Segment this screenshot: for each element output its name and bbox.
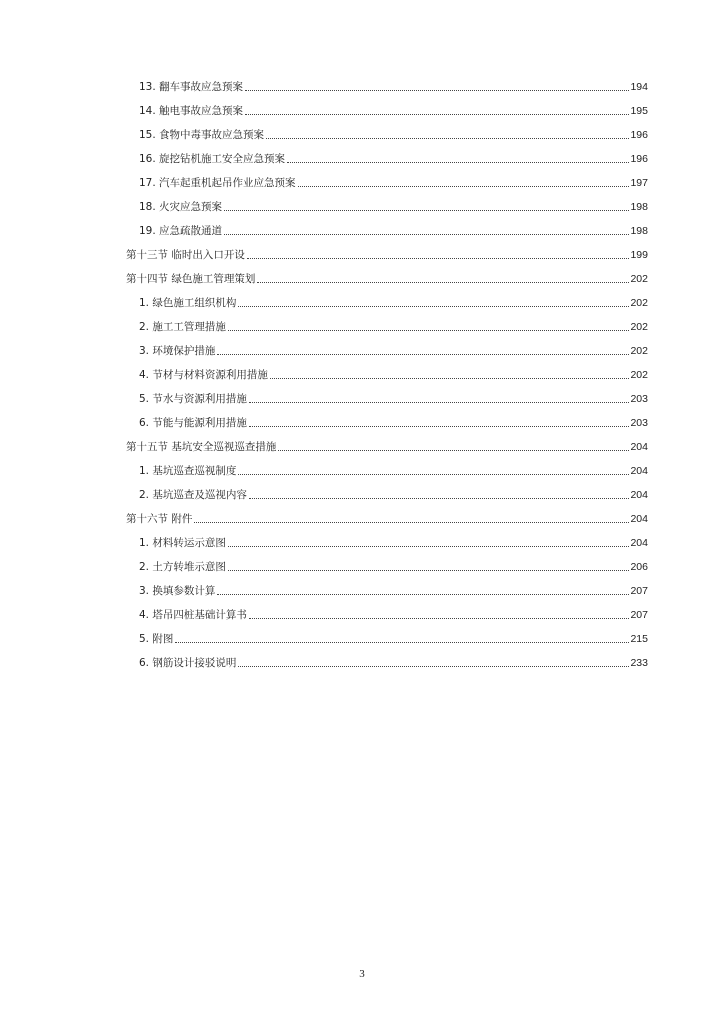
toc-subsection-entry[interactable] xyxy=(0,148,724,166)
toc-subsection-entry[interactable] xyxy=(0,100,724,118)
toc-entry-page: 197 xyxy=(630,177,648,189)
toc-entry-line xyxy=(126,436,648,454)
toc-entry-title: 第十四节 绿色施工管理策划 xyxy=(126,273,256,285)
toc-subsection-entry[interactable] xyxy=(0,484,724,502)
toc-dot-leader xyxy=(228,546,630,547)
toc-entry-page: 204 xyxy=(630,513,648,525)
toc-entry-title: 2. 施工工管理措施 xyxy=(139,321,226,333)
toc-subsection-entry[interactable] xyxy=(0,388,724,406)
toc-entry-line xyxy=(139,76,648,94)
toc-entry-title: 3. 换填参数计算 xyxy=(139,585,216,597)
toc-entry-page: 204 xyxy=(630,537,648,549)
toc-entry-line xyxy=(139,316,648,334)
toc-entry-line xyxy=(139,220,648,238)
toc-dot-leader xyxy=(249,618,630,619)
toc-subsection-entry[interactable] xyxy=(0,196,724,214)
toc-entry-page: 202 xyxy=(630,273,648,285)
toc-dot-leader xyxy=(194,522,629,523)
toc-section-entry[interactable] xyxy=(0,436,724,454)
toc-subsection-entry[interactable] xyxy=(0,580,724,598)
toc-entry-line xyxy=(139,292,648,310)
toc-entry-page: 202 xyxy=(630,369,648,381)
toc-entry-page: 195 xyxy=(630,105,648,117)
toc-entry-page: 196 xyxy=(630,153,648,165)
toc-subsection-entry[interactable] xyxy=(0,652,724,670)
toc-subsection-entry[interactable] xyxy=(0,364,724,382)
toc-dot-leader xyxy=(247,258,630,259)
toc-entry-page: 206 xyxy=(630,561,648,573)
toc-dot-leader xyxy=(217,354,629,355)
toc-entry-page: 202 xyxy=(630,297,648,309)
toc-entry-line xyxy=(139,364,648,382)
toc-entry-title: 5. 附图 xyxy=(139,633,174,645)
toc-subsection-entry[interactable] xyxy=(0,604,724,622)
toc-dot-leader xyxy=(266,138,629,139)
toc-entry-title: 6. 节能与能源利用措施 xyxy=(139,417,247,429)
toc-entry-line xyxy=(139,196,648,214)
toc-dot-leader xyxy=(228,570,630,571)
toc-entry-line xyxy=(139,652,648,670)
toc-entry-page: 207 xyxy=(630,585,648,597)
toc-entry-page: 215 xyxy=(630,633,648,645)
toc-dot-leader xyxy=(245,90,629,91)
toc-section-entry[interactable] xyxy=(0,508,724,526)
toc-entry-title: 第十三节 临时出入口开设 xyxy=(126,249,245,261)
toc-entry-page: 194 xyxy=(630,81,648,93)
toc-subsection-entry[interactable] xyxy=(0,292,724,310)
toc-entry-line xyxy=(139,172,648,190)
toc-subsection-entry[interactable] xyxy=(0,172,724,190)
toc-entry-title: 6. 钢筋设计接驳说明 xyxy=(139,657,237,669)
toc-entry-title: 16. 旋挖钻机施工安全应急预案 xyxy=(139,153,286,165)
toc-entry-title: 4. 节材与材料资源利用措施 xyxy=(139,369,268,381)
toc-subsection-entry[interactable] xyxy=(0,460,724,478)
toc-entry-page: 196 xyxy=(630,129,648,141)
toc-entry-page: 204 xyxy=(630,489,648,501)
toc-dot-leader xyxy=(270,378,630,379)
toc-entry-line xyxy=(139,580,648,598)
toc-entry-line xyxy=(139,388,648,406)
toc-section-entry[interactable] xyxy=(0,244,724,262)
toc-subsection-entry[interactable] xyxy=(0,220,724,238)
toc-entry-title: 18. 火灾应急预案 xyxy=(139,201,223,213)
toc-entry-title: 2. 基坑巡查及巡视内容 xyxy=(139,489,247,501)
toc-dot-leader xyxy=(228,330,630,331)
toc-entry-page: 202 xyxy=(630,321,648,333)
toc-entry-line xyxy=(139,532,648,550)
toc-entry-page: 199 xyxy=(630,249,648,261)
toc-entry-title: 15. 食物中毒事故应急预案 xyxy=(139,129,265,141)
toc-dot-leader xyxy=(238,666,629,667)
toc-subsection-entry[interactable] xyxy=(0,628,724,646)
toc-dot-leader xyxy=(238,474,629,475)
toc-entry-title: 第十六节 附件 xyxy=(126,513,193,525)
toc-entry-page: 233 xyxy=(630,657,648,669)
toc-entry-title: 3. 环境保护措施 xyxy=(139,345,216,357)
toc-dot-leader xyxy=(249,426,630,427)
toc-dot-leader xyxy=(278,450,629,451)
toc-entry-title: 2. 土方转堆示意图 xyxy=(139,561,226,573)
toc-entry-line xyxy=(126,244,648,262)
toc-entry-line xyxy=(139,100,648,118)
toc-subsection-entry[interactable] xyxy=(0,556,724,574)
toc-entry-title: 17. 汽车起重机起吊作业应急预案 xyxy=(139,177,296,189)
toc-subsection-entry[interactable] xyxy=(0,532,724,550)
toc-entry-line xyxy=(139,460,648,478)
page-number: 3 xyxy=(359,968,365,980)
toc-subsection-entry[interactable] xyxy=(0,124,724,142)
toc-entry-page: 198 xyxy=(630,225,648,237)
toc-entry-title: 1. 材料转运示意图 xyxy=(139,537,226,549)
toc-entry-line xyxy=(139,148,648,166)
toc-entry-line xyxy=(139,556,648,574)
toc-entry-page: 198 xyxy=(630,201,648,213)
toc-dot-leader xyxy=(245,114,629,115)
toc-entry-line xyxy=(139,484,648,502)
toc-dot-leader xyxy=(217,594,629,595)
toc-entry-title: 19. 应急疏散通道 xyxy=(139,225,223,237)
toc-entry-title: 1. 绿色施工组织机构 xyxy=(139,297,237,309)
toc-entry-line xyxy=(139,628,648,646)
toc-dot-leader xyxy=(224,210,629,211)
toc-entry-line xyxy=(139,604,648,622)
toc-entry-line xyxy=(139,412,648,430)
toc-entry-page: 204 xyxy=(630,441,648,453)
toc-entry-line xyxy=(139,124,648,142)
toc-entry-page: 204 xyxy=(630,465,648,477)
toc-entry-line xyxy=(139,340,648,358)
toc-subsection-entry[interactable] xyxy=(0,340,724,358)
toc-entry-title: 13. 翻车事故应急预案 xyxy=(139,81,244,93)
toc-entry-line xyxy=(126,268,648,286)
toc-dot-leader xyxy=(249,402,630,403)
toc-entry-line xyxy=(126,508,648,526)
toc-entry-page: 202 xyxy=(630,345,648,357)
toc-dot-leader xyxy=(257,282,629,283)
toc-entry-page: 203 xyxy=(630,417,648,429)
toc-entry-title: 第十五节 基坑安全巡视巡查措施 xyxy=(126,441,277,453)
toc-entry-title: 4. 塔吊四桩基础计算书 xyxy=(139,609,247,621)
toc-entry-title: 14. 触电事故应急预案 xyxy=(139,105,244,117)
toc-subsection-entry[interactable] xyxy=(0,316,724,334)
toc-subsection-entry[interactable] xyxy=(0,412,724,430)
toc-dot-leader xyxy=(175,642,629,643)
toc-dot-leader xyxy=(287,162,629,163)
toc-subsection-entry[interactable] xyxy=(0,76,724,94)
toc-dot-leader xyxy=(298,186,630,187)
toc-dot-leader xyxy=(249,498,630,499)
toc-dot-leader xyxy=(238,306,629,307)
toc-entry-title: 5. 节水与资源利用措施 xyxy=(139,393,247,405)
toc-entry-page: 203 xyxy=(630,393,648,405)
toc-section-entry[interactable] xyxy=(0,268,724,286)
toc-entry-page: 207 xyxy=(630,609,648,621)
toc-entry-title: 1. 基坑巡查巡视制度 xyxy=(139,465,237,477)
toc-dot-leader xyxy=(224,234,629,235)
